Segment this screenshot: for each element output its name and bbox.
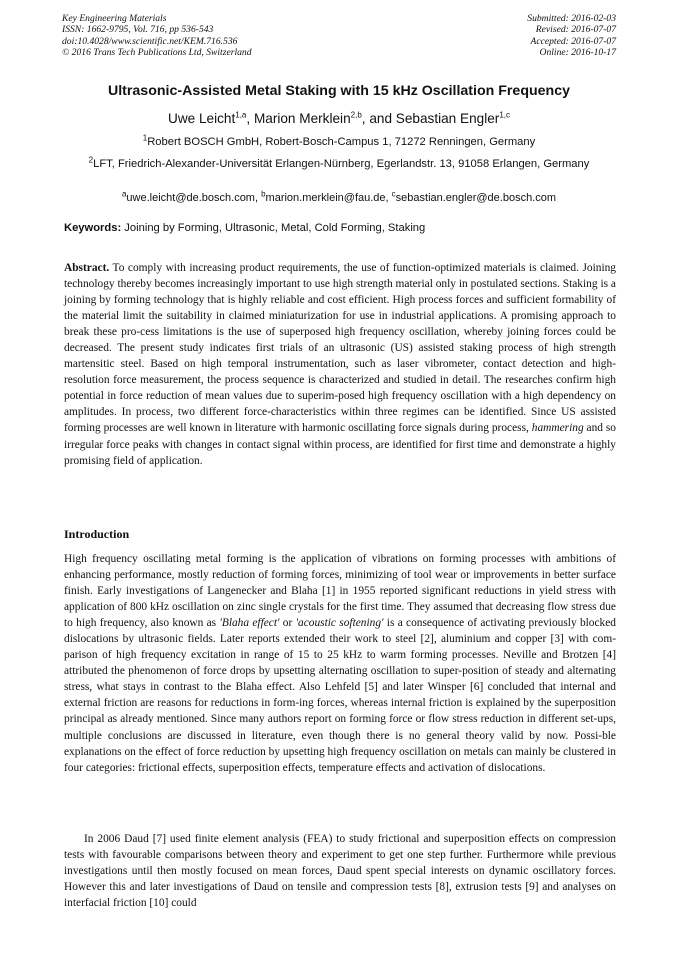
affiliation-2 — [70, 156, 608, 172]
paragraph-text: or — [279, 617, 296, 630]
email-marker: a — [121, 189, 127, 199]
date-submitted: Submitted: 2016-02-03 — [527, 13, 616, 24]
email-marker: c — [391, 189, 396, 199]
email-address: uwe.leicht@de.bosch.com, — [126, 192, 262, 204]
introduction-paragraph-2: In 2006 Daud [7] used finite element analysis (FEA) to study frictional and superposition effects on compression tests with favourable comparisons between theory and experiment to get one step further. Furthermore while previous investigations until then mostly focused on mean forces, Daud spent special interests on dynamic oscillatory forces. However this and later investigations of Daud on tensile and compression tests [8], extrusion tests [9] and analyses on interfacial friction [10] could — [64, 833, 616, 910]
abstract-label: Abstract. — [64, 262, 110, 274]
paper-title: Ultrasonic-Assisted Metal Staking with 15 kHz Oscillation Frequency — [107, 83, 570, 99]
date-online: Online: 2016-10-17 — [539, 47, 616, 59]
journal-copyright: © 2016 Trans Tech Publications Ltd, Switzerland — [62, 47, 252, 59]
journal-header — [62, 13, 252, 59]
affiliation-marker: 1 — [142, 133, 148, 143]
affiliation-text: LFT, Friedrich-Alexander-Universität Erlangen-Nürnberg, Egerlandstr. 13, 91058 Erlangen, Germany — [93, 158, 590, 170]
author-affiliation-marker: 1,a — [235, 110, 247, 120]
keywords-label: Keywords: — [64, 222, 122, 234]
affiliation-1 — [70, 134, 608, 150]
paragraph-text: High frequency oscillating metal forming is the application of vibrations on forming processes with ambitions of enhancing performance, mostly reduction of forming forces, minimizing of tool wear or improvements in better surface finish. Early investigations of Langenecker and Blaha [1] in 1955 reported significant reductions in yield stress with application of 800 kHz oscillation on zinc single crystals for the first time. They assumed that decreasing flow stress due to high frequency, also known as — [64, 553, 616, 630]
author-name: Marion Merklein — [253, 111, 351, 126]
paragraph-text: is a consequence of activating previously blocked dislocations by ultrasonic fields. Later reports extended their work to steel [2], aluminium and copper [3] with com-parison of high frequency excitation in range of 15 to 25 kHz to warm forming processes. Neville and Brotzen [4] attributed the phenomenon of force drops by upsetting alternating oscillation to super-position of steady and alternating stress, what stays in contrast to the Blaha effect. Also Lehfeld [5] and later Winsper [6] concluded that internal and external friction are reasons for reductions in form-ing forces, whereas internal friction is explained by the superposition principal as already mentioned. Since many authors report on forming force or flow stress reduction in different set-ups, multiple conclusions are discussed in literature, even though there is no general theory valid by now. Possi-ble explanations on the effect of force reduction by upsetting high frequency oscillation on metals can mainly be clustered in four categories: frictional effects, superposition effects, temperature effects and activation of dislocations. — [64, 617, 616, 774]
date-accepted: Accepted: 2016-07-07 — [530, 35, 616, 47]
journal-name: Key Engineering Materials — [62, 13, 167, 24]
abstract-italic-term: hammering — [531, 422, 584, 435]
email-marker: b — [261, 189, 266, 199]
affiliation-marker: 2 — [88, 155, 94, 165]
author-name: Uwe Leicht — [168, 111, 236, 126]
submission-dates — [527, 13, 616, 59]
abstract — [64, 260, 616, 469]
keywords-text: Joining by Forming, Ultrasonic, Metal, Cold Forming, Staking — [121, 222, 426, 234]
author-list — [40, 111, 638, 126]
abstract-text: and so irregular force peaks with changes in contact signal within process, are identified for first time and demonstrate a highly promising field of application. — [64, 422, 616, 467]
affiliation-text: Robert BOSCH GmbH, Robert-Bosch-Campus 1, 71272 Renningen, Germany — [147, 136, 536, 148]
email-address: marion.merklein@fau.de, — [265, 192, 392, 204]
date-revised: Revised: 2016-07-07 — [535, 24, 616, 36]
abstract-text: To comply with increasing product requirements, the use of function-optimized materials is claimed. Joining technology thereby becomes increasingly important to use high strength material only in postulated sections. Staking is a joining by forming technology that is highly reliable and cost efficient. High process forces and sufficient formability of the material limit the suitability in claimed miniaturization for use in industrial applications. A promising approach to break these pro-cess limitations is the use of superposed high frequency oscillation, whereby joining forces could be decreased. The present study indicates first trials of an ultrasonic (US) assisted staking process of high strength martensitic steel. Based on high temporal instrumentation, such as laser vibrometer, contact detection and high-resolution force measurement, the process sequence is characterized and studied in detail. The researches confirm high potential in force reduction of mean values due to superim-posed high frequency oscillation with a high dependency on amplitudes. In process, two different force-characteristics within three regimes can be identified. Since US assisted forming processes are well known in literature with harmonic oscillating force signals during process, — [64, 262, 616, 435]
section-heading-introduction: Introduction — [64, 527, 130, 541]
journal-issn: ISSN: 1662-9795, Vol. 716, pp 536-543 — [62, 24, 214, 36]
italic-term: 'acoustic softening' — [295, 617, 384, 630]
keywords — [64, 222, 616, 234]
journal-doi: doi:10.4028/www.scientific.net/KEM.716.536 — [62, 35, 238, 47]
author-name: Sebastian Engler — [395, 111, 500, 126]
author-separator: , and — [361, 111, 396, 126]
author-affiliation-marker: 2,b — [350, 110, 362, 120]
introduction-paragraph-1 — [64, 551, 616, 776]
italic-term: 'Blaha effect' — [219, 617, 280, 630]
author-affiliation-marker: 1,c — [499, 110, 510, 120]
author-separator: , — [246, 111, 254, 126]
author-emails — [40, 189, 638, 204]
email-address: sebastian.engler@de.bosch.com — [395, 192, 557, 204]
